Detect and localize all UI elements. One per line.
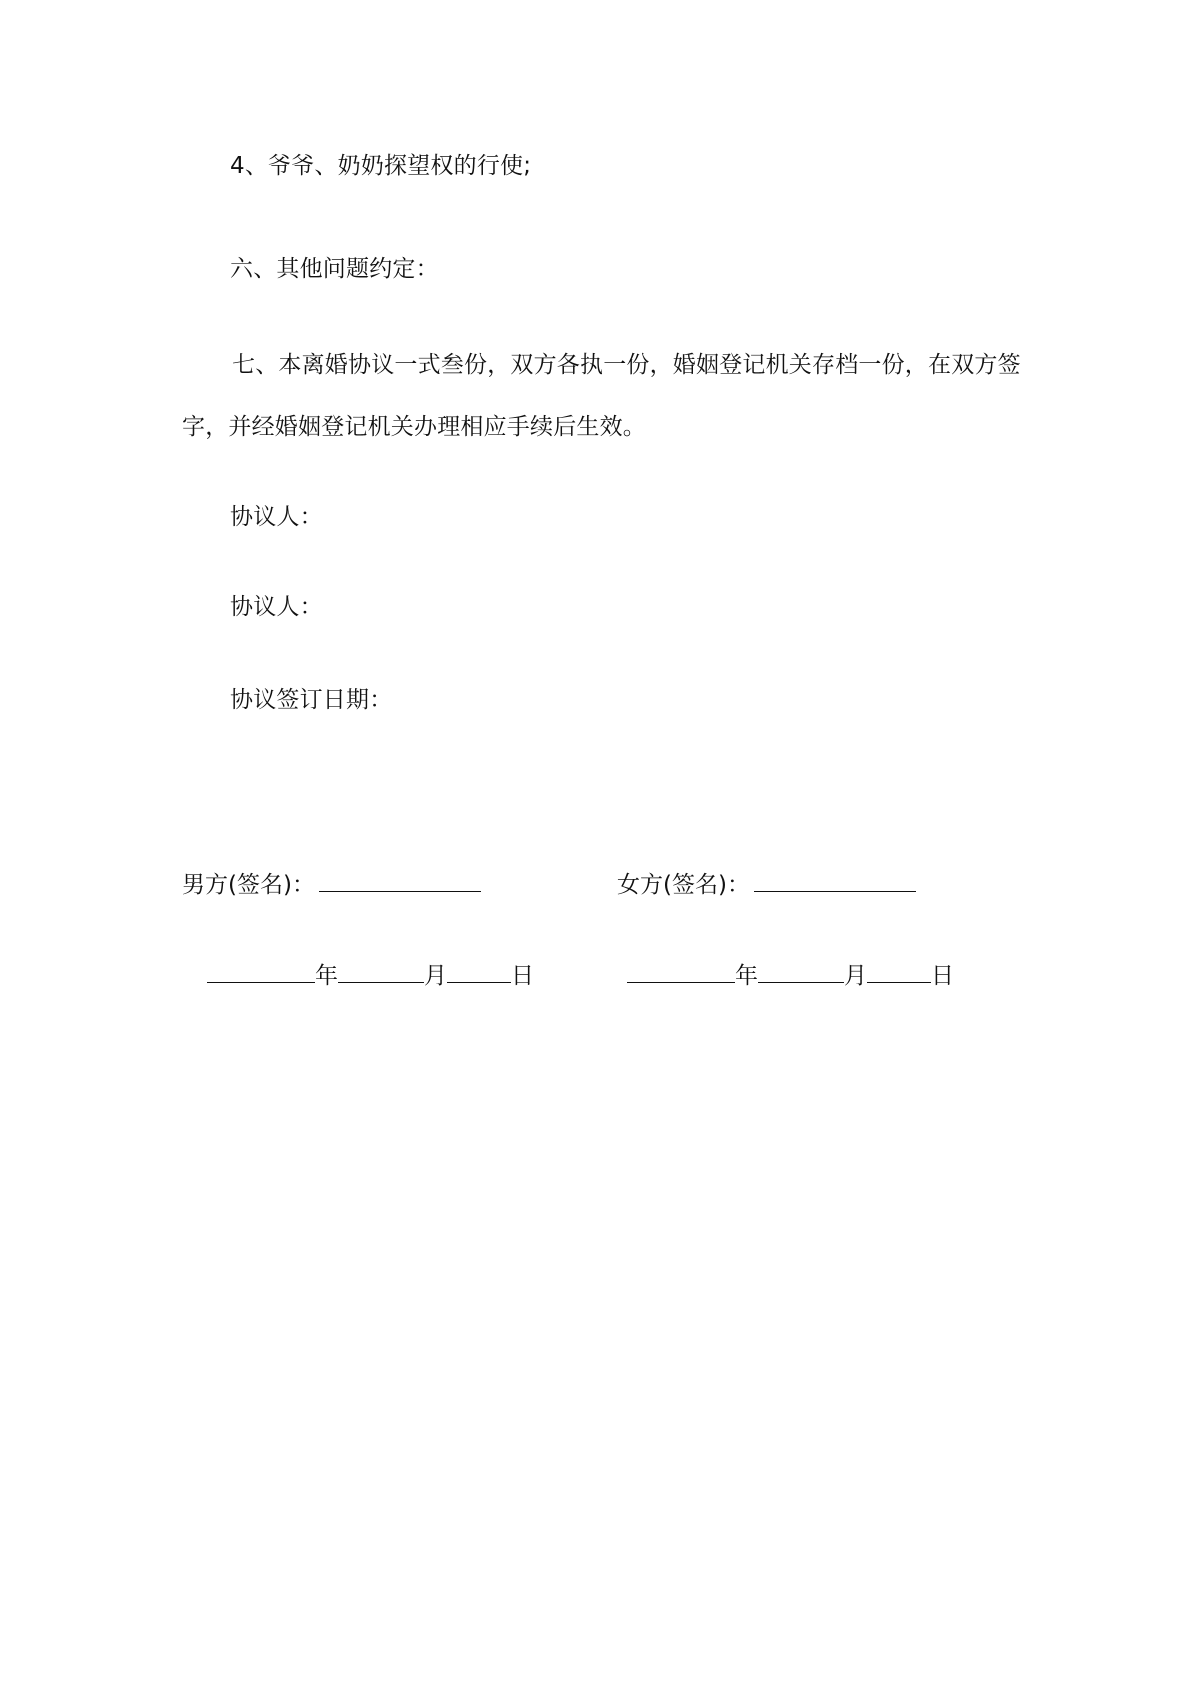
- sign-date-label: 协议签订日期：: [230, 687, 393, 713]
- party-1-label: 协议人：: [230, 504, 323, 530]
- clause-6-other-matters: 六、其他问题约定：: [230, 256, 439, 282]
- female-signature-blank: [754, 871, 916, 892]
- male-signature-label: 男方(签名)：: [182, 872, 315, 898]
- female-month-blank: [758, 962, 844, 983]
- clause-7-copies-effective: 七、本离婚协议一式叁份，双方各执一份，婚姻登记机关存档一份，在双方签字，并经婚姻登记机关办理相应手续后生效。: [182, 352, 1021, 440]
- male-month-blank: [338, 962, 424, 983]
- party-2-label: 协议人：: [230, 594, 323, 620]
- female-signature-row: [617, 871, 916, 899]
- female-year-blank: [627, 962, 735, 983]
- male-signature-row: [182, 871, 481, 899]
- female-date-row: [627, 962, 954, 990]
- male-month-label: 月: [424, 963, 447, 989]
- male-day-blank: [447, 962, 511, 983]
- male-year-label: 年: [315, 963, 338, 989]
- female-month-label: 月: [844, 963, 867, 989]
- male-year-blank: [207, 962, 315, 983]
- female-year-label: 年: [735, 963, 758, 989]
- male-day-label: 日: [511, 963, 534, 989]
- female-day-blank: [867, 962, 931, 983]
- female-signature-label: 女方(签名)：: [617, 872, 750, 898]
- female-day-label: 日: [931, 963, 954, 989]
- male-signature-blank: [319, 871, 481, 892]
- clause-4-visitation: 4、爷爷、奶奶探望权的行使;: [230, 153, 532, 179]
- male-date-row: [207, 962, 534, 990]
